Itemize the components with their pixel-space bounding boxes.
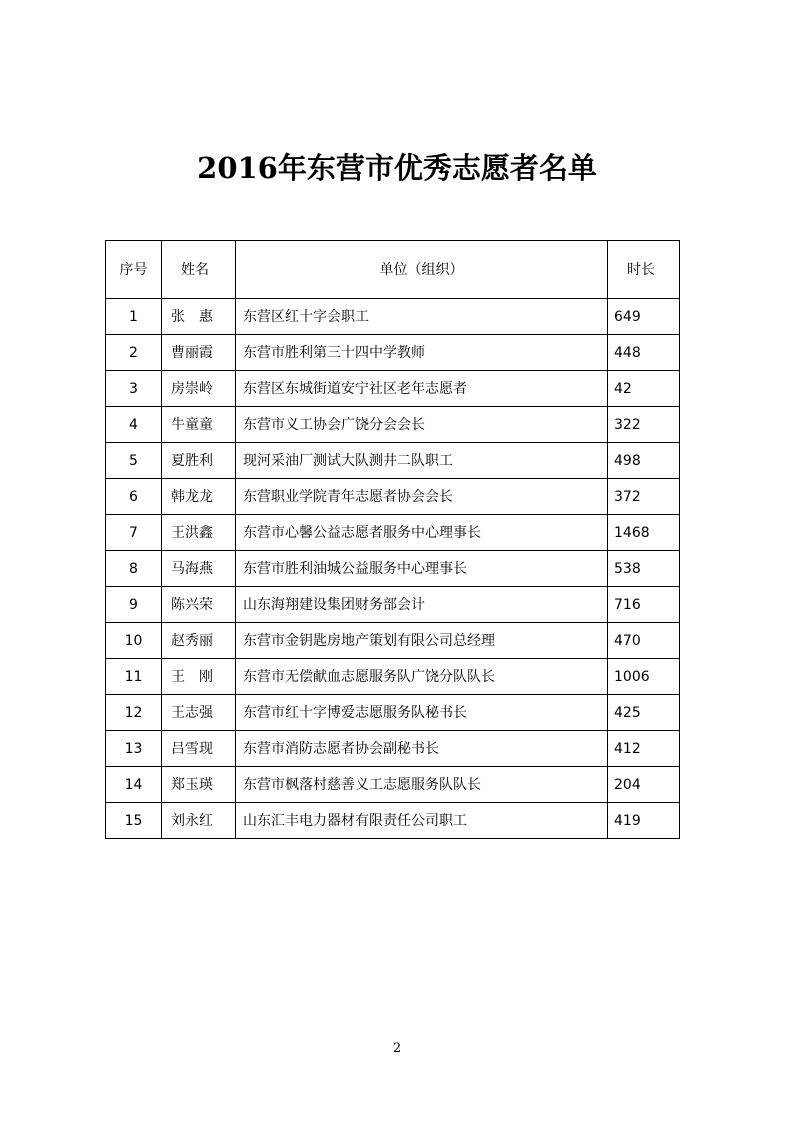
cell-hours: 322 <box>608 407 680 443</box>
cell-no: 7 <box>106 515 162 551</box>
cell-unit: 现河采油厂测试大队测井二队职工 <box>236 443 608 479</box>
cell-hours: 470 <box>608 623 680 659</box>
cell-unit: 东营市无偿献血志愿服务队广饶分队队长 <box>236 659 608 695</box>
cell-unit: 东营市胜利第三十四中学教师 <box>236 335 608 371</box>
cell-unit: 东营市义工协会广饶分会会长 <box>236 407 608 443</box>
cell-hours: 448 <box>608 335 680 371</box>
cell-hours: 1468 <box>608 515 680 551</box>
cell-unit: 山东汇丰电力器材有限责任公司职工 <box>236 803 608 839</box>
cell-unit: 山东海翔建设集团财务部会计 <box>236 587 608 623</box>
header-name: 姓名 <box>162 241 236 299</box>
table-row <box>106 659 680 695</box>
cell-name: 赵秀丽 <box>162 623 236 659</box>
cell-no: 11 <box>106 659 162 695</box>
cell-hours: 1006 <box>608 659 680 695</box>
cell-hours: 498 <box>608 443 680 479</box>
table-row <box>106 803 680 839</box>
cell-unit: 东营职业学院青年志愿者协会会长 <box>236 479 608 515</box>
table-row <box>106 335 680 371</box>
cell-no: 2 <box>106 335 162 371</box>
page-number: 2 <box>392 1041 402 1056</box>
cell-name: 王志强 <box>162 695 236 731</box>
cell-unit: 东营市消防志愿者协会副秘书长 <box>236 731 608 767</box>
header-unit: 单位（组织） <box>236 241 608 299</box>
cell-hours: 204 <box>608 767 680 803</box>
cell-no: 6 <box>106 479 162 515</box>
cell-no: 8 <box>106 551 162 587</box>
cell-hours: 42 <box>608 371 680 407</box>
page-title: 2016年东营市优秀志愿者名单 <box>197 151 597 185</box>
table-row <box>106 731 680 767</box>
table-row <box>106 695 680 731</box>
cell-no: 10 <box>106 623 162 659</box>
table-row <box>106 299 680 335</box>
cell-name: 刘永红 <box>162 803 236 839</box>
table-row <box>106 551 680 587</box>
cell-hours: 412 <box>608 731 680 767</box>
cell-no: 12 <box>106 695 162 731</box>
cell-name: 吕雪现 <box>162 731 236 767</box>
cell-hours: 425 <box>608 695 680 731</box>
cell-no: 9 <box>106 587 162 623</box>
cell-hours: 372 <box>608 479 680 515</box>
table-header-row <box>106 241 680 299</box>
cell-hours: 538 <box>608 551 680 587</box>
cell-no: 4 <box>106 407 162 443</box>
header-no: 序号 <box>106 241 162 299</box>
cell-unit: 东营市红十字博爱志愿服务队秘书长 <box>236 695 608 731</box>
table-row <box>106 623 680 659</box>
cell-name: 陈兴荣 <box>162 587 236 623</box>
cell-hours: 716 <box>608 587 680 623</box>
cell-no: 5 <box>106 443 162 479</box>
cell-no: 13 <box>106 731 162 767</box>
table-row <box>106 515 680 551</box>
cell-unit: 东营市金钥匙房地产策划有限公司总经理 <box>236 623 608 659</box>
cell-unit: 东营市心馨公益志愿者服务中心理事长 <box>236 515 608 551</box>
cell-no: 14 <box>106 767 162 803</box>
cell-name: 韩龙龙 <box>162 479 236 515</box>
cell-name: 曹丽霞 <box>162 335 236 371</box>
table-row <box>106 443 680 479</box>
cell-unit: 东营市枫落村慈善义工志愿服务队队长 <box>236 767 608 803</box>
cell-no: 15 <box>106 803 162 839</box>
cell-hours: 649 <box>608 299 680 335</box>
cell-unit: 东营区东城街道安宁社区老年志愿者 <box>236 371 608 407</box>
cell-name: 王 刚 <box>162 659 236 695</box>
table-row <box>106 767 680 803</box>
cell-name: 郑玉瑛 <box>162 767 236 803</box>
cell-no: 3 <box>106 371 162 407</box>
cell-name: 马海燕 <box>162 551 236 587</box>
cell-unit: 东营区红十字会职工 <box>236 299 608 335</box>
cell-unit: 东营市胜利油城公益服务中心理事长 <box>236 551 608 587</box>
table-row <box>106 479 680 515</box>
cell-name: 夏胜利 <box>162 443 236 479</box>
cell-name: 房崇岭 <box>162 371 236 407</box>
volunteer-table <box>105 240 680 839</box>
cell-name: 牛童童 <box>162 407 236 443</box>
cell-name: 张 惠 <box>162 299 236 335</box>
table-row <box>106 407 680 443</box>
cell-no: 1 <box>106 299 162 335</box>
table-body <box>106 299 680 839</box>
cell-name: 王洪鑫 <box>162 515 236 551</box>
table-row <box>106 371 680 407</box>
table-row <box>106 587 680 623</box>
cell-hours: 419 <box>608 803 680 839</box>
header-hours: 时长 <box>608 241 680 299</box>
